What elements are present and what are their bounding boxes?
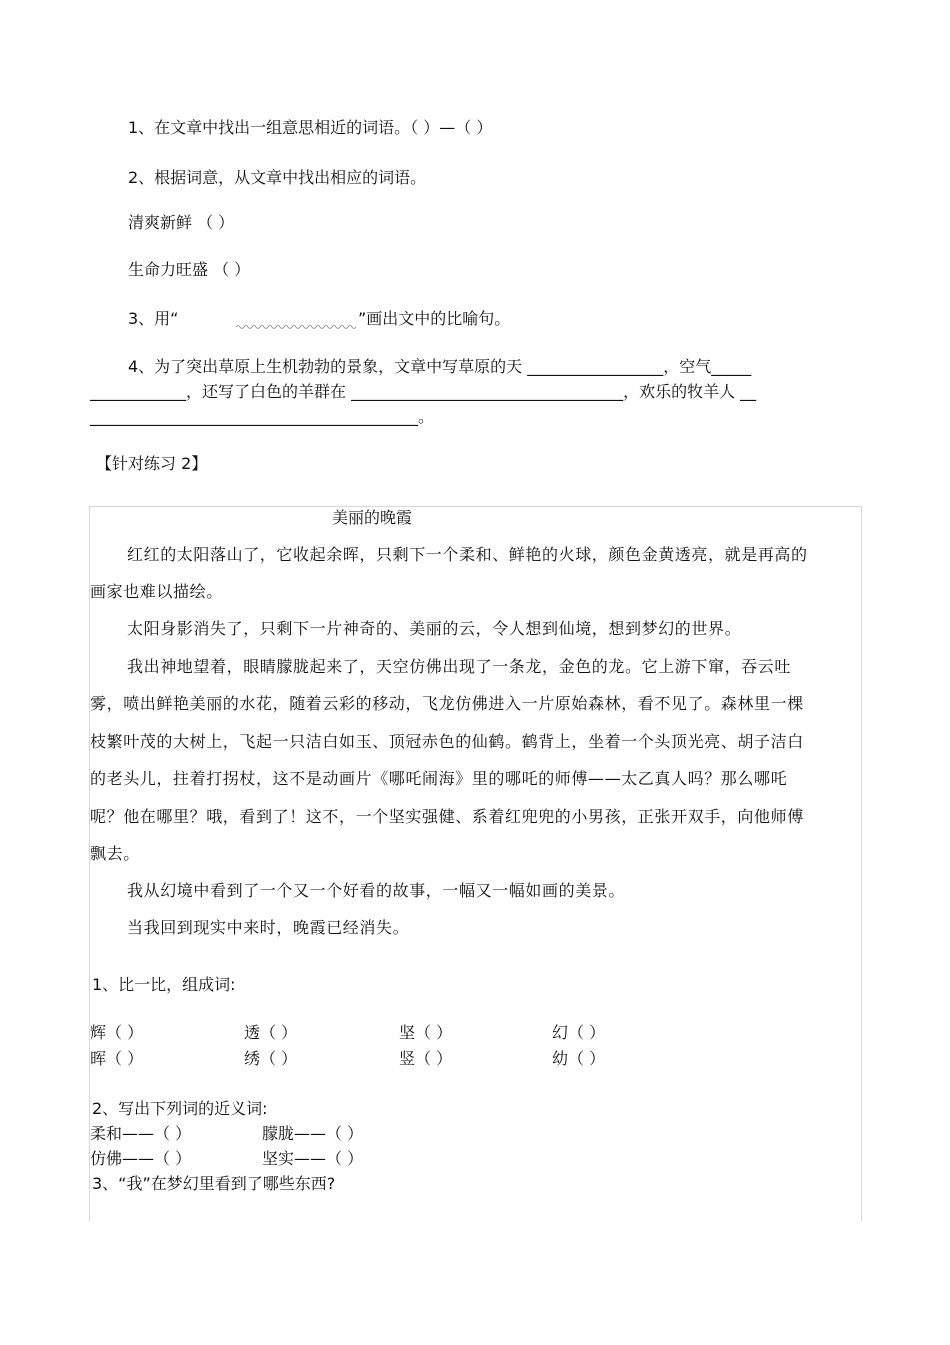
- word-compare-cell: 幻（ ）: [552, 1023, 606, 1042]
- word-compare-cell: 辉（ ）: [90, 1023, 144, 1042]
- word-compare-cell: 幼（ ）: [552, 1049, 606, 1068]
- word-compare-cell: 透（ ）: [244, 1023, 298, 1042]
- question-2: 2、根据词意，从文章中找出相应的词语。: [128, 168, 427, 187]
- wavy-underline-sample: [236, 324, 358, 330]
- word-compare-cell: 晖（ ）: [90, 1049, 144, 1068]
- word-compare-cell: 竖（ ）: [399, 1049, 453, 1068]
- section-heading: 【针对练习 2】: [96, 454, 208, 473]
- passage-question-3: 3、“我”在梦幻里看到了哪些东西?: [92, 1174, 336, 1193]
- question-3-prefix: 3、用“: [128, 309, 179, 328]
- synonym-cell: 坚实——（ ）: [262, 1149, 364, 1168]
- question-2-item-2: 生命力旺盛 （ ）: [128, 260, 251, 279]
- question-1: 1、在文章中找出一组意思相近的词语。（ ）—（ ）: [128, 118, 493, 137]
- question-2-item-1: 清爽新鲜 （ ）: [128, 213, 235, 232]
- word-compare-cell: 坚（ ）: [399, 1023, 453, 1042]
- passage-paragraph-1: 红红的太阳落山了，它收起余晖，只剩下一个柔和、鲜艳的火球，颜色金黄透亮，就是再高的画家也难以描绘。: [90, 545, 808, 602]
- synonym-cell: 朦胧——（ ）: [262, 1124, 364, 1143]
- passage-title: 美丽的晚霞: [332, 508, 413, 527]
- passage-paragraph-2: 太阳身影消失了，只剩下一片神奇的、美丽的云，令人想到仙境，想到梦幻的世界。: [127, 619, 742, 638]
- question-3-suffix: ”画出文中的比喻句。: [358, 309, 511, 328]
- question-4-line-2: ____________，还写了白色的羊群在 __________________________________，欢乐的牧羊人 __: [90, 382, 757, 401]
- question-4-line-3: _________________________________________。: [90, 407, 435, 426]
- synonym-cell: 柔和——（ ）: [90, 1124, 192, 1143]
- question-4-line-1: 4、为了突出草原上生机勃勃的景象，文章中写草原的天 _________________，空气_____: [128, 357, 752, 376]
- passage-paragraph-4: 我从幻境中看到了一个又一个好看的故事，一幅又一幅如画的美景。: [127, 881, 626, 900]
- word-compare-cell: 绣（ ）: [244, 1049, 298, 1068]
- passage-paragraph-5: 当我回到现实中来时，晚霞已经消失。: [127, 918, 410, 937]
- passage-paragraph-3: 我出神地望着，眼睛朦胧起来了，天空仿佛出现了一条龙，金色的龙。它上游下窜，吞云吐雾，喷出鲜艳美丽的水花，随着云彩的移动，飞龙仿佛进入一片原始森林，看不见了。森林里一棵枝繁叶茂的大树上，飞起一只洁白如玉、顶冠赤色的仙鹤。鹤背上，坐着一个头顶光亮、胡子洁白的老头儿，拄着打拐杖，这不是动画片《哪吒闹海》里的哪吒的师傅——太乙真人吗？那么哪吒呢？他在哪里？哦，看到了！这不，一个坚实强健、系着红兜兜的小男孩，正张开双手，向他师傅飘去。: [90, 657, 804, 864]
- synonym-cell: 仿佛——（ ）: [90, 1149, 192, 1168]
- passage-question-1: 1、比一比，组成词:: [92, 975, 236, 994]
- passage-question-2: 2、写出下列词的近义词:: [92, 1099, 268, 1118]
